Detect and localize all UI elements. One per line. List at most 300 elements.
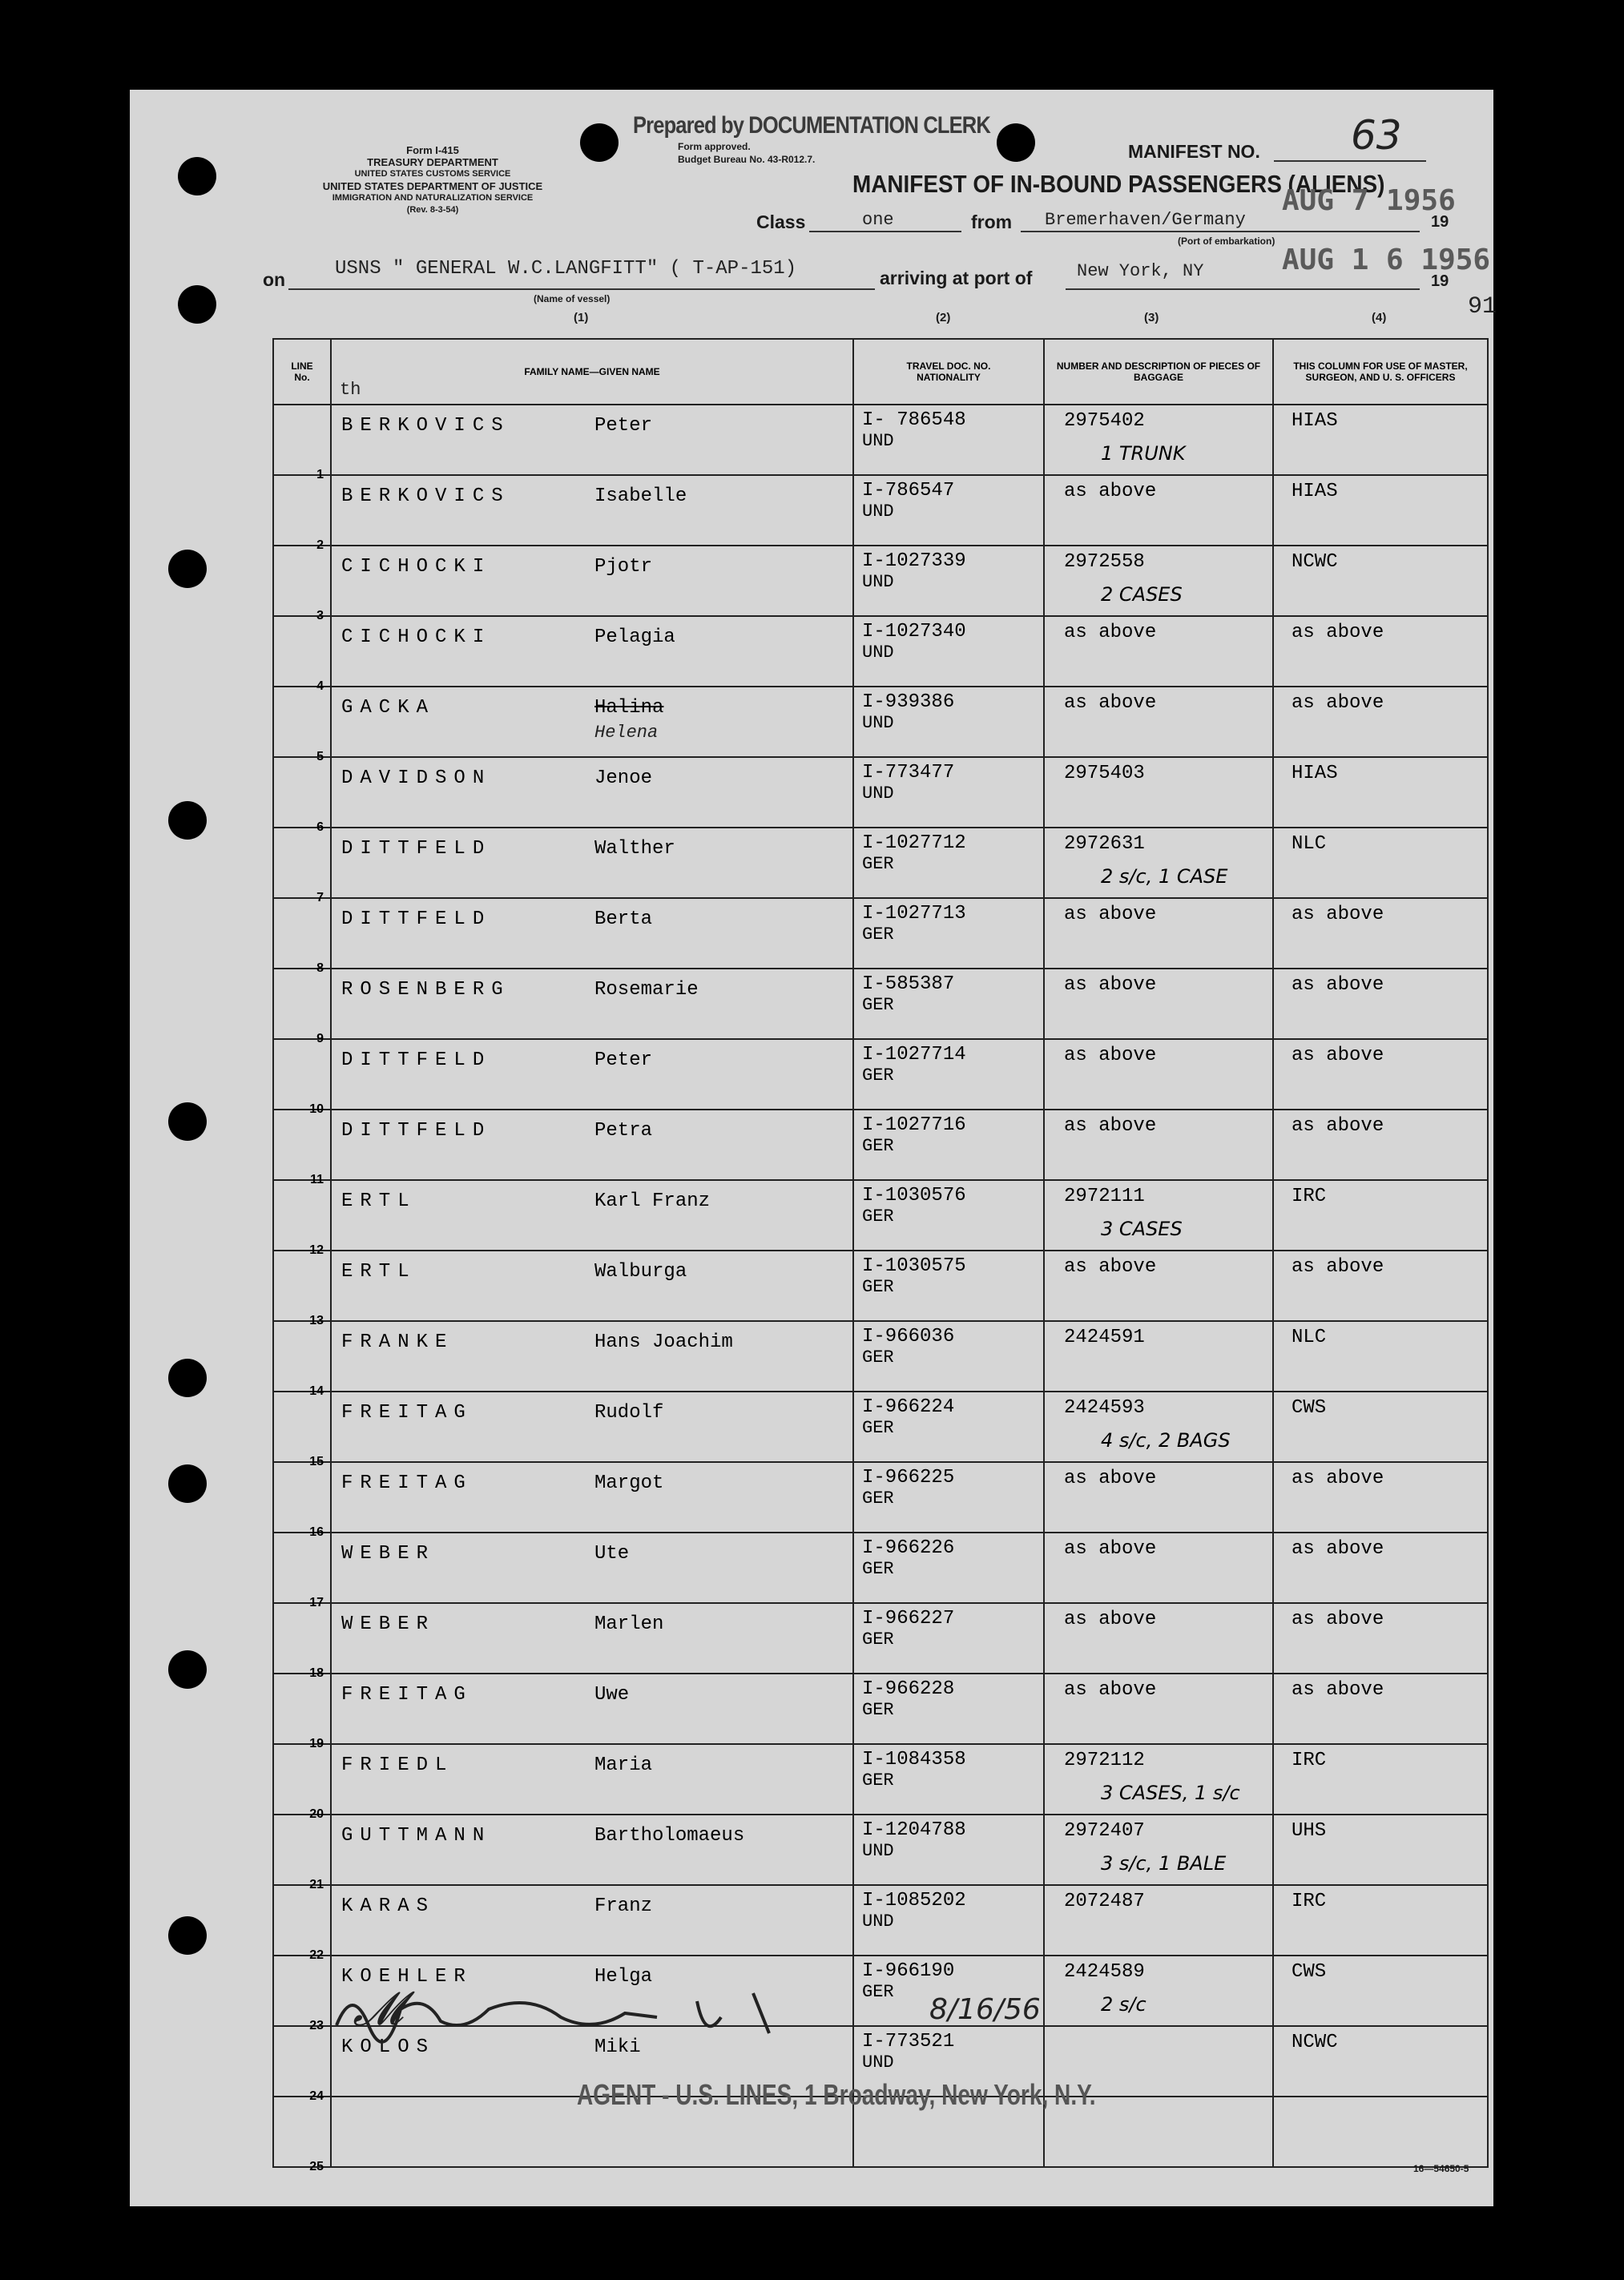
travel-doc-cell: [853, 1110, 1044, 1180]
table-row: [273, 1744, 1488, 1815]
table-row: [273, 1533, 1488, 1603]
agency: NCWC: [1292, 2032, 1338, 2053]
family-name: KOLOS: [341, 2036, 436, 2058]
agency-cell: [1273, 1674, 1488, 1744]
agency: as above: [1292, 1609, 1384, 1630]
baggage-number: as above: [1064, 1538, 1157, 1560]
header-travel-doc-text: TRAVEL DOC. NO. NATIONALITY: [906, 361, 991, 383]
agency: NLC: [1292, 1327, 1327, 1348]
line-number: 1: [316, 468, 324, 481]
line-number: 17: [309, 1596, 324, 1609]
line-number: 21: [309, 1878, 324, 1891]
agency-cell: [1273, 687, 1488, 757]
baggage-number: 2424591: [1064, 1327, 1145, 1348]
table-row: [273, 1674, 1488, 1744]
travel-doc-number: I-1204788: [862, 1819, 966, 1841]
agency-cell: [1273, 2026, 1488, 2097]
punch-hole: [168, 1359, 207, 1397]
page-reference: 91: [1468, 293, 1497, 320]
given-name: Berta: [594, 908, 653, 930]
table-row: [273, 1815, 1488, 1885]
family-name: DAVIDSON: [341, 767, 492, 789]
line-number: 18: [309, 1666, 324, 1680]
agency: HIAS: [1292, 410, 1338, 432]
line-number-cell: [273, 2097, 331, 2173]
baggage-cell: [1044, 1956, 1273, 2026]
nationality: GER: [862, 995, 894, 1015]
line-number-cell: [273, 1885, 331, 1962]
name-cell: [331, 898, 853, 969]
line-number-cell: [273, 1462, 331, 1539]
given-name: Peter: [594, 1049, 653, 1071]
family-name: ERTL: [341, 1190, 417, 1212]
travel-doc-number: I-1030575: [862, 1255, 966, 1277]
agency: CWS: [1292, 1961, 1327, 1983]
family-name: ROSENBERG: [341, 979, 510, 1001]
agency: IRC: [1292, 1750, 1327, 1771]
agency-cell: [1273, 757, 1488, 828]
punch-hole: [178, 157, 216, 195]
customs-service: UNITED STATES CUSTOMS SERVICE: [354, 169, 511, 179]
baggage-note: 3 s/c, 1 BALE: [1101, 1852, 1227, 1875]
punch-hole: [168, 1464, 207, 1503]
form-identification: [256, 144, 609, 216]
family-name: CICHOCKI: [341, 626, 492, 648]
port-of-embarkation-caption: (Port of embarkation): [1178, 236, 1275, 247]
table-row: [273, 616, 1488, 687]
travel-doc-number: I-786547: [862, 480, 955, 502]
table-row: [273, 1603, 1488, 1674]
nationality: GER: [862, 1136, 894, 1156]
agency-cell: [1273, 405, 1488, 475]
given-name: Jenoe: [594, 767, 653, 789]
travel-doc-number: I-773477: [862, 762, 955, 783]
nationality: GER: [862, 1206, 894, 1227]
line-number-cell: [273, 1392, 331, 1468]
travel-doc-cell: [853, 1462, 1044, 1533]
immigration-service: IMMIGRATION AND NATURALIZATION SERVICE: [332, 193, 534, 203]
table-row: [273, 1462, 1488, 1533]
line-number-cell: [273, 1674, 331, 1750]
header-baggage-text: NUMBER AND DESCRIPTION OF PIECES OF BAGGAGE: [1056, 361, 1261, 383]
nationality: GER: [862, 1559, 894, 1579]
travel-doc-number: I-1030576: [862, 1185, 966, 1206]
family-name: GUTTMANN: [341, 1825, 492, 1847]
table-row: [273, 1885, 1488, 1956]
agency-cell: [1273, 1815, 1488, 1885]
baggage-number: as above: [1064, 692, 1157, 714]
agency-cell: [1273, 1321, 1488, 1392]
baggage-cell: [1044, 546, 1273, 616]
name-cell: [331, 757, 853, 828]
name-cell: [331, 1392, 853, 1462]
line-number: 24: [309, 2089, 324, 2103]
agency: NLC: [1292, 833, 1327, 855]
name-cell: [331, 1533, 853, 1603]
line-number: 19: [309, 1737, 324, 1750]
travel-doc-cell: [853, 687, 1044, 757]
baggage-number: 2972111: [1064, 1186, 1145, 1207]
given-name: Marlen: [594, 1613, 664, 1635]
baggage-number: as above: [1064, 1256, 1157, 1278]
table-row: [273, 1392, 1488, 1462]
baggage-cell: [1044, 1321, 1273, 1392]
nationality: UND: [862, 1841, 894, 1861]
nationality: UND: [862, 2052, 894, 2073]
family-name: DITTFELD: [341, 1120, 492, 1142]
header-officers: [1273, 339, 1488, 405]
name-cell: [331, 1815, 853, 1885]
line-number: 9: [316, 1032, 324, 1045]
family-name: FREITAG: [341, 1472, 473, 1494]
baggage-note: 2 s/c, 1 CASE: [1101, 865, 1228, 888]
signature-stroke: [320, 1977, 897, 2049]
baggage-number: as above: [1064, 1045, 1157, 1066]
baggage-cell: [1044, 405, 1273, 475]
agency: as above: [1292, 692, 1384, 714]
baggage-cell: [1044, 1392, 1273, 1462]
baggage-cell: [1044, 898, 1273, 969]
name-cell: [331, 828, 853, 898]
given-name: Rosemarie: [594, 979, 699, 1001]
travel-doc-cell: [853, 546, 1044, 616]
family-name: KARAS: [341, 1895, 436, 1917]
header-name-text: FAMILY NAME—GIVEN NAME: [524, 366, 660, 377]
baggage-note: 2 s/c: [1101, 1993, 1146, 2016]
travel-doc-cell: [853, 405, 1044, 475]
class-value: one: [862, 210, 894, 230]
table-row: [273, 757, 1488, 828]
form-revision: (Rev. 8-3-54): [406, 205, 459, 215]
name-cell: [331, 1744, 853, 1815]
agency: NCWC: [1292, 551, 1338, 573]
baggage-number: 2424593: [1064, 1397, 1145, 1419]
line-number: 7: [316, 891, 324, 904]
line-number-cell: [273, 828, 331, 904]
given-name: Pelagia: [594, 626, 675, 648]
baggage-number: as above: [1064, 1468, 1157, 1489]
nationality: GER: [862, 1982, 894, 2002]
manifest-number: 63: [1351, 112, 1402, 159]
agency-cell: [1273, 1110, 1488, 1180]
nationality: UND: [862, 643, 894, 663]
baggage-cell: [1044, 1815, 1273, 1885]
baggage-number: 2975403: [1064, 763, 1145, 784]
travel-doc-cell: [853, 1321, 1044, 1392]
baggage-number: 2972558: [1064, 551, 1145, 573]
line-number: 3: [316, 609, 324, 622]
header-name: [331, 339, 853, 405]
name-cell: [331, 475, 853, 546]
form-approved: Form approved.: [678, 141, 751, 152]
name-cell: [331, 1180, 853, 1251]
travel-doc-cell: [853, 969, 1044, 1039]
col-number-4: (4): [1372, 311, 1387, 324]
line-number: 23: [309, 2019, 324, 2032]
baggage-number: as above: [1064, 481, 1157, 502]
travel-doc-number: I-1027714: [862, 1044, 966, 1065]
agency-cell: [1273, 1885, 1488, 1956]
given-name-correction: Helena: [594, 723, 659, 743]
given-name: Hans Joachim: [594, 1331, 733, 1353]
travel-doc-cell: [853, 898, 1044, 969]
agency: IRC: [1292, 1186, 1327, 1207]
nationality: UND: [862, 572, 894, 592]
baggage-cell: [1044, 1039, 1273, 1110]
table-row: [273, 969, 1488, 1039]
header-officers-text: THIS COLUMN FOR USE OF MASTER, SURGEON, AND U. S. OFFICERS: [1293, 361, 1468, 383]
agency-cell: [1273, 616, 1488, 687]
nationality: UND: [862, 502, 894, 522]
agency-cell: [1273, 1039, 1488, 1110]
travel-doc-number: I-1027339: [862, 550, 966, 572]
table-row: [273, 1110, 1488, 1180]
arrival-port: New York, NY: [1077, 261, 1204, 281]
agency: as above: [1292, 1256, 1384, 1278]
given-name: Halina: [594, 697, 664, 719]
nationality: GER: [862, 1629, 894, 1650]
travel-doc-cell: [853, 1674, 1044, 1744]
name-cell: [331, 405, 853, 475]
baggage-cell: [1044, 1251, 1273, 1321]
family-name: FREITAG: [341, 1402, 473, 1424]
line-number: 11: [310, 1173, 324, 1186]
travel-doc-cell: [853, 1180, 1044, 1251]
baggage-cell: [1044, 757, 1273, 828]
agency-cell: [1273, 828, 1488, 898]
travel-doc-cell: [853, 828, 1044, 898]
family-name: FRIEDL: [341, 1754, 454, 1776]
table-row: [273, 1180, 1488, 1251]
agency: as above: [1292, 622, 1384, 643]
agency-cell: [1273, 1251, 1488, 1321]
from-label: from: [971, 211, 1013, 232]
agent-stamp: AGENT - U.S. LINES, 1 Broadway, New York, N.Y.: [577, 2078, 1096, 2111]
baggage-cell: [1044, 1603, 1273, 1674]
family-name: GACKA: [341, 697, 436, 719]
line-number-cell: [273, 757, 331, 834]
nationality: GER: [862, 1418, 894, 1438]
family-name: DITTFELD: [341, 838, 492, 860]
col-number-3: (3): [1144, 311, 1159, 324]
family-name: KOEHLER: [341, 1966, 473, 1988]
punch-hole: [168, 550, 207, 588]
nationality: UND: [862, 431, 894, 451]
name-cell: [331, 1603, 853, 1674]
punch-hole: [997, 123, 1035, 162]
travel-doc-cell: [853, 1392, 1044, 1462]
header-line-no: [273, 339, 331, 405]
given-name: Miki: [594, 2036, 641, 2058]
name-cell: [331, 969, 853, 1039]
nationality: GER: [862, 1065, 894, 1086]
punch-hole: [168, 1650, 207, 1689]
agency: HIAS: [1292, 481, 1338, 502]
name-cell: [331, 1251, 853, 1321]
given-name: Isabelle: [594, 485, 687, 507]
line-number-cell: [273, 1039, 331, 1116]
line-number: 12: [309, 1243, 324, 1257]
baggage-number: as above: [1064, 1115, 1157, 1137]
nationality: GER: [862, 1277, 894, 1297]
travel-doc-number: I-1027713: [862, 903, 966, 924]
travel-doc-number: I-966036: [862, 1326, 955, 1347]
name-cell: [331, 1885, 853, 1956]
baggage-note: 3 CASES, 1 s/c: [1101, 1782, 1240, 1804]
travel-doc-number: I-773521: [862, 2031, 955, 2052]
name-cell: [331, 1110, 853, 1180]
nationality: GER: [862, 1347, 894, 1368]
given-name: Uwe: [594, 1684, 630, 1706]
manifest-no-label: MANIFEST NO.: [1128, 141, 1260, 162]
name-cell: [331, 1039, 853, 1110]
baggage-cell: [1044, 475, 1273, 546]
line-number: 6: [316, 820, 324, 834]
family-name: BERKOVICS: [341, 415, 510, 437]
given-name: Walburga: [594, 1261, 687, 1283]
nationality: GER: [862, 924, 894, 945]
header-line-no-text: LINE No.: [291, 361, 313, 383]
col-number-2: (2): [936, 311, 951, 324]
baggage-number: 2072487: [1064, 1891, 1145, 1912]
travel-doc-number: I-966225: [862, 1467, 955, 1488]
travel-doc-cell: [853, 757, 1044, 828]
line-number-cell: [273, 898, 331, 975]
agency: as above: [1292, 1679, 1384, 1701]
line-number: 14: [309, 1384, 324, 1398]
given-name: Margot: [594, 1472, 664, 1494]
vessel-year-prefix: 19: [1431, 272, 1449, 290]
nationality: GER: [862, 1700, 894, 1720]
family-name: FREITAG: [341, 1684, 473, 1706]
nationality: UND: [862, 783, 894, 804]
vessel-line: [288, 288, 875, 290]
baggage-cell: [1044, 828, 1273, 898]
agency-cell: [1273, 969, 1488, 1039]
travel-doc-number: I-966227: [862, 1608, 955, 1629]
agency: HIAS: [1292, 763, 1338, 784]
baggage-note: 2 CASES: [1101, 583, 1183, 606]
name-cell: [331, 546, 853, 616]
baggage-number: as above: [1064, 622, 1157, 643]
table-row: [273, 828, 1488, 898]
signature-scrawl: 𝓜: [351, 1982, 401, 2037]
punch-hole: [168, 801, 207, 840]
travel-doc-number: I- 786548: [862, 409, 966, 431]
agency: as above: [1292, 974, 1384, 996]
manifest-no-line: [1274, 160, 1426, 162]
travel-doc-number: I-966224: [862, 1396, 955, 1418]
line-number-cell: [273, 1603, 331, 1680]
line-number: 5: [316, 750, 324, 763]
table-row: [273, 1321, 1488, 1392]
given-name: Maria: [594, 1754, 653, 1776]
baggage-cell: [1044, 616, 1273, 687]
family-name: CICHOCKI: [341, 556, 492, 578]
year-prefix: 19: [1431, 213, 1449, 231]
agency: as above: [1292, 1115, 1384, 1137]
agency: CWS: [1292, 1397, 1327, 1419]
agency: as above: [1292, 1538, 1384, 1560]
agency-cell: [1273, 475, 1488, 546]
baggage-note: 1 TRUNK: [1101, 442, 1186, 465]
baggage-cell: [1044, 687, 1273, 757]
baggage-cell: [1044, 1462, 1273, 1533]
agency-cell: [1273, 1533, 1488, 1603]
agency-cell: [1273, 1744, 1488, 1815]
agency: UHS: [1292, 1820, 1327, 1842]
given-name: Walther: [594, 838, 675, 860]
travel-doc-number: I-1085202: [862, 1890, 966, 1911]
travel-doc-number: I-1027340: [862, 621, 966, 643]
header-baggage: [1044, 339, 1273, 405]
baggage-cell: [1044, 1110, 1273, 1180]
travel-doc-cell: [853, 1815, 1044, 1885]
line-number-cell: [273, 687, 331, 763]
travel-doc-number: I-1084358: [862, 1749, 966, 1770]
given-name: Karl Franz: [594, 1190, 711, 1212]
travel-doc-number: I-939386: [862, 691, 955, 713]
given-name: Petra: [594, 1120, 653, 1142]
travel-doc-number: I-1027712: [862, 832, 966, 854]
baggage-number: as above: [1064, 1679, 1157, 1701]
travel-doc-cell: [853, 616, 1044, 687]
travel-doc-number: I-966190: [862, 1960, 955, 1982]
travel-doc-cell: [853, 1744, 1044, 1815]
baggage-number: as above: [1064, 1609, 1157, 1630]
punch-hole: [168, 1102, 207, 1141]
name-cell: [331, 1462, 853, 1533]
travel-doc-cell: [853, 1251, 1044, 1321]
line-number-cell: [273, 546, 331, 622]
family-name: WEBER: [341, 1543, 436, 1565]
port-of-embarkation: Bremerhaven/Germany: [1045, 210, 1246, 230]
travel-doc-number: I-585387: [862, 973, 955, 995]
baggage-number: 2972112: [1064, 1750, 1145, 1771]
class-label: Class: [756, 211, 806, 232]
line-number: 25: [309, 2160, 324, 2173]
travel-doc-cell: [853, 1603, 1044, 1674]
line-number: 10: [309, 1102, 324, 1116]
family-name: FRANKE: [341, 1331, 454, 1353]
nationality: UND: [862, 1911, 894, 1932]
from-line: [1021, 231, 1420, 232]
agency-cell: [1273, 1956, 1488, 2026]
travel-doc-number: I-1027716: [862, 1114, 966, 1136]
table-row: [273, 687, 1488, 757]
travel-doc-cell: [853, 1533, 1044, 1603]
line-number: 20: [309, 1807, 324, 1821]
family-name: BERKOVICS: [341, 485, 510, 507]
travel-doc-cell: [853, 1039, 1044, 1110]
given-name: Ute: [594, 1543, 630, 1565]
line-number-cell: [273, 405, 331, 481]
table-row: [273, 546, 1488, 616]
form-code: 16—54650-5: [1413, 2163, 1469, 2174]
given-name: Helga: [594, 1966, 653, 1988]
given-name: Pjotr: [594, 556, 653, 578]
table-header: [273, 339, 1488, 405]
baggage-cell: [1044, 969, 1273, 1039]
line-number-cell: [273, 1815, 331, 1891]
agency: IRC: [1292, 1891, 1327, 1912]
nationality: GER: [862, 1488, 894, 1509]
vessel-caption: (Name of vessel): [534, 293, 611, 304]
port-line: [1066, 288, 1420, 290]
line-number-cell: [273, 1321, 331, 1398]
baggage-note: 4 s/c, 2 BAGS: [1101, 1429, 1231, 1452]
travel-doc-cell: [853, 475, 1044, 546]
